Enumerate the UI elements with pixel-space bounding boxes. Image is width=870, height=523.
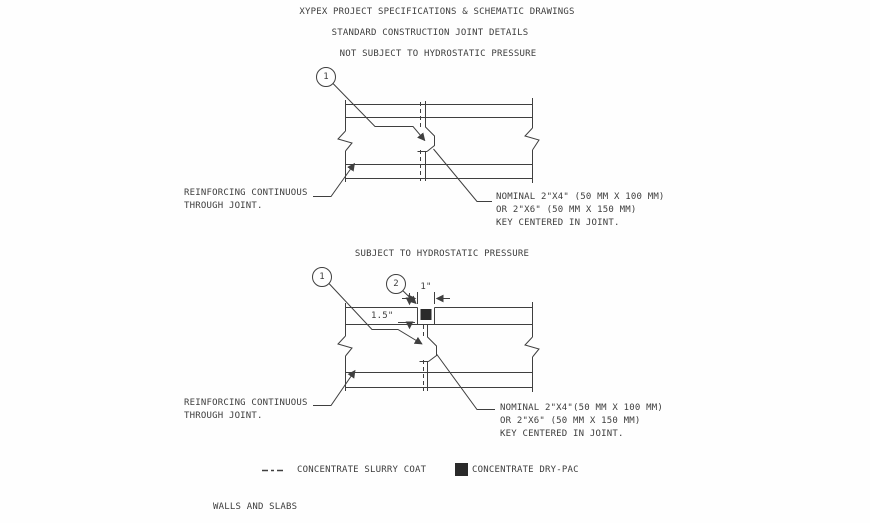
key-note-line1: NOMINAL 2"X4"(50 MM X 100 MM) [500, 403, 663, 413]
reinforcing-note-line2: THROUGH JOINT. [184, 201, 263, 211]
detail2-reinforcing-note [184, 397, 308, 423]
page-title: XYPEX PROJECT SPECIFICATIONS & SCHEMATIC DRAWINGS [299, 7, 575, 17]
detail1-reinforcing-note [184, 187, 308, 213]
key-note-leader [434, 149, 493, 202]
reinforcing-leader [313, 164, 355, 197]
reinforcing-note-line2: THROUGH JOINT. [184, 411, 263, 421]
key-note-line2: OR 2"X6" (50 MM X 150 MM) [500, 416, 641, 426]
reinforcing-note-line1: REINFORCING CONTINUOUS [184, 188, 308, 198]
key-note-line2: OR 2"X6" (50 MM X 150 MM) [496, 205, 637, 215]
legend-slurry-label: CONCENTRATE SLURRY COAT [297, 465, 427, 475]
key-note-leader [437, 354, 496, 410]
drypac-legend-icon [455, 463, 468, 476]
key-note-line3: KEY CENTERED IN JOINT. [500, 429, 624, 439]
drawing-subtitle: STANDARD CONSTRUCTION JOINT DETAILS [331, 28, 529, 38]
drypac-fill-square [421, 309, 432, 320]
detail1-key-note [496, 191, 665, 230]
key-note-line3: KEY CENTERED IN JOINT. [496, 218, 620, 228]
callout-1-number: 1 [319, 272, 325, 282]
detail2-heading: SUBJECT TO HYDROSTATIC PRESSURE [354, 249, 530, 259]
reinforcing-note-line1: REINFORCING CONTINUOUS [184, 398, 308, 408]
callout-1-number: 1 [323, 72, 329, 82]
dim-width-text: 1" [420, 282, 432, 292]
dim-depth-text: 1.5" [371, 311, 394, 321]
key-note-line1: NOMINAL 2"X4" (50 MM X 100 MM) [496, 192, 665, 202]
detail2-key-note [500, 402, 663, 441]
detail1-heading: NOT SUBJECT TO HYDROSTATIC PRESSURE [339, 49, 537, 59]
break-line-right [525, 302, 539, 392]
callout-2-number: 2 [393, 279, 399, 289]
keyed-joint-profile [420, 325, 437, 392]
callout-1-leader [333, 84, 425, 141]
break-line-right [525, 98, 539, 183]
detail1-linework [313, 68, 539, 202]
sheet-label: WALLS AND SLABS [213, 502, 298, 512]
legend-drypac-label: CONCENTRATE DRY-PAC [472, 465, 579, 475]
